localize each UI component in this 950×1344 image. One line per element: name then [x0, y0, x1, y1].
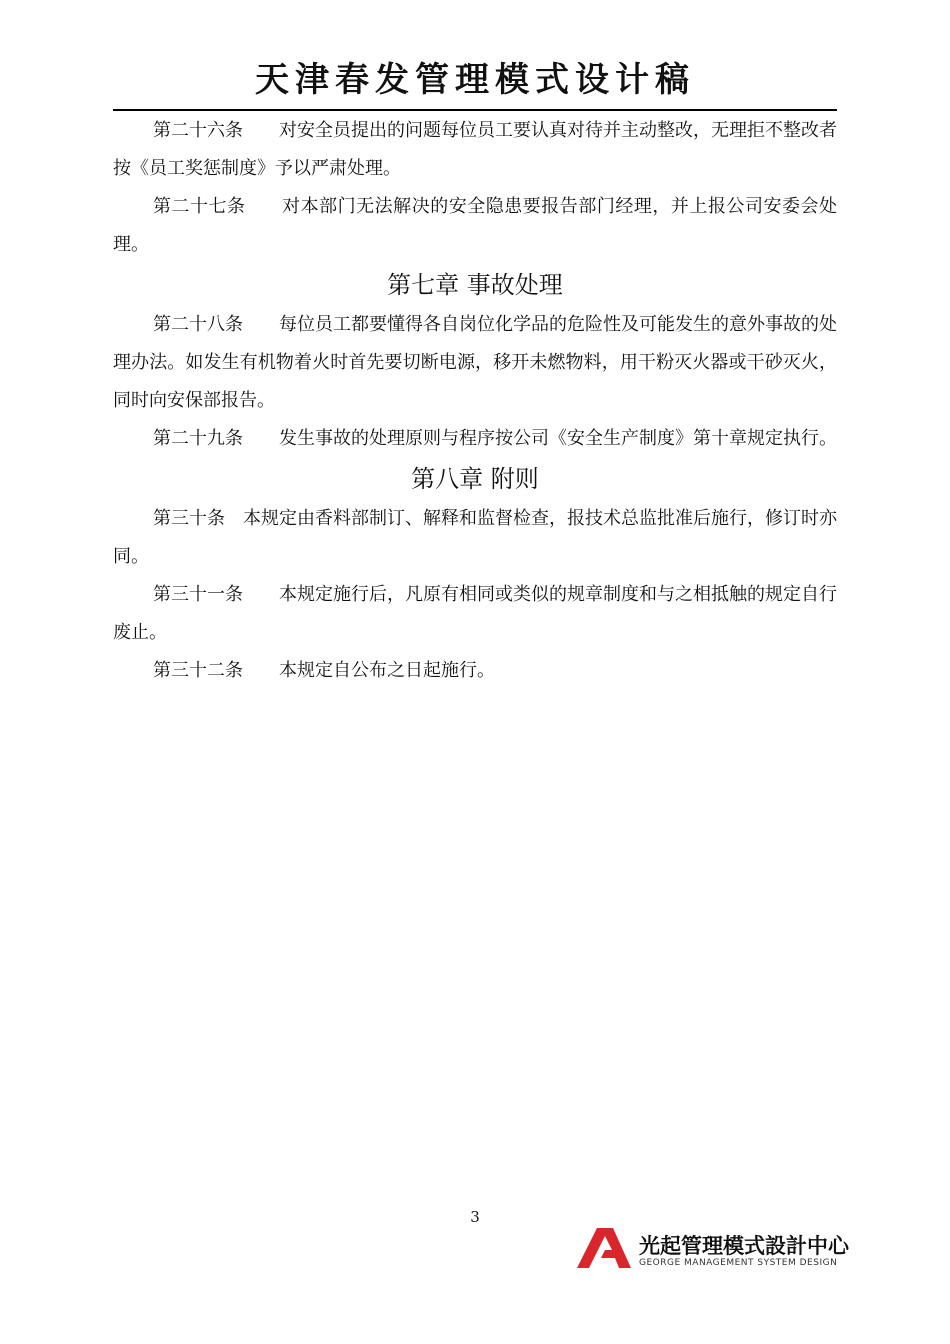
document-header-title: 天津春发管理模式设计稿 — [255, 60, 695, 100]
article-text: 对本部门无法解决的安全隐患要报告部门经理，并上报公司安委会处理。 — [113, 196, 838, 255]
article-text: 本规定施行后，凡原有相同或类似的规章制度和与之相抵触的规定自行废止。 — [113, 584, 837, 643]
article-label: 第二十八条 — [153, 314, 243, 335]
article-text: 每位员工都要懂得各自岗位化学品的危险性及可能发生的意外事故的处理办法。如发生有机物着火时首先要切断电源，移开未燃物料，用干粉灭火器或干砂灭火，同时向安保部报告。 — [113, 314, 837, 411]
article-text: 本规定由香料部制订、解释和监督检查，报技术总监批准后施行，修订时亦同。 — [113, 508, 837, 567]
article-label: 第二十六条 — [153, 120, 243, 141]
article-27 — [113, 188, 837, 264]
article-label: 第三十条 — [153, 508, 225, 529]
article-label: 第二十七条 — [153, 196, 246, 217]
chapter-7-heading: 第七章 事故处理 — [387, 271, 563, 299]
article-text: 本规定自公布之日起施行。 — [279, 660, 495, 681]
article-text: 发生事故的处理原则与程序按公司《安全生产制度》第十章规定执行。 — [279, 428, 837, 449]
chapter-8-heading: 第八章 附则 — [411, 465, 539, 493]
logo-chinese-text: 光起管理模式設計中心 — [639, 1234, 849, 1258]
company-logo — [575, 1226, 849, 1270]
article-32 — [113, 652, 837, 690]
article-label: 第二十九条 — [153, 428, 243, 449]
article-30 — [113, 500, 837, 576]
logo-english-text: GEORGE MANAGEMENT SYSTEM DESIGN — [639, 1258, 838, 1268]
article-29 — [113, 420, 837, 458]
page-number: 3 — [470, 1208, 480, 1226]
article-31 — [113, 576, 837, 652]
article-label: 第三十一条 — [153, 584, 243, 605]
article-28 — [113, 306, 837, 420]
article-label: 第三十二条 — [153, 660, 243, 681]
red-letter-a-logo-icon — [575, 1226, 633, 1270]
document-body — [113, 112, 837, 690]
header-divider — [113, 109, 837, 111]
article-text: 对安全员提出的问题每位员工要认真对待并主动整改，无理拒不整改者按《员工奖惩制度》予以严肃处理。 — [113, 120, 837, 179]
article-26 — [113, 112, 837, 188]
